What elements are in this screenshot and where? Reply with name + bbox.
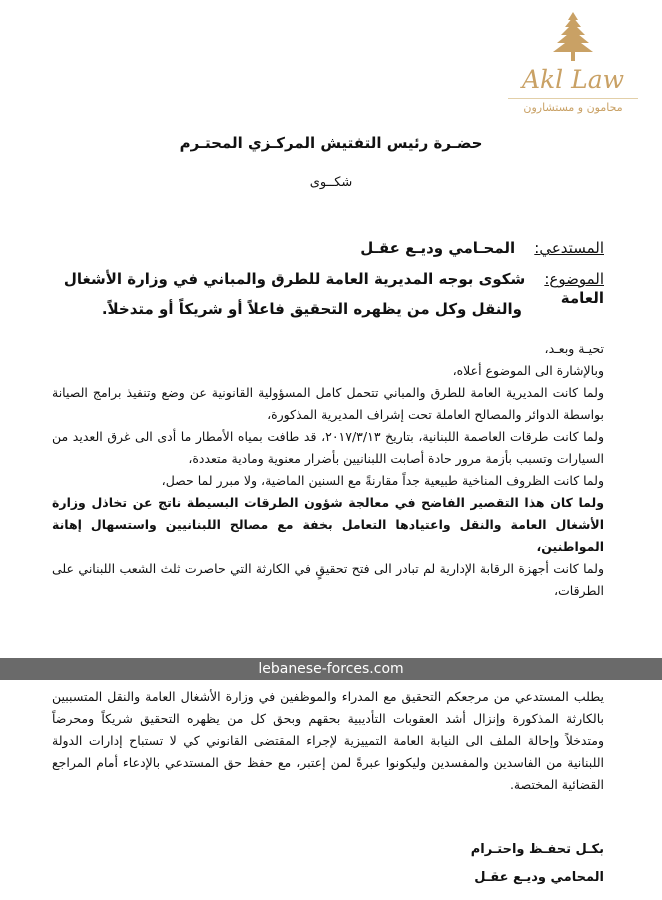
closing-salutation: بكـل تحفـظ واحتـرام [470, 842, 604, 857]
subject-label: الموضوع: [544, 270, 604, 288]
subject-line-1: شكوى بوجه المديرية العامة للطرق والمباني في وزارة الأشغال العامة [63, 270, 604, 307]
paragraph-responsibility: ولما كانت المديرية العامة للطرق والمباني تتحمل كامل المسؤولية القانونية عن وضع وتنفيذ برامج الصيانة بواسطة الدوائر والمصالح العاملة تحت إشراف المديرية المذكورة، [52, 385, 604, 422]
request-paragraph [52, 686, 604, 796]
signature: المحامي وديـع عقـل [474, 870, 604, 885]
complainant-name: المحـامي وديـع عقـل [360, 239, 516, 257]
subject-line-2: والنقل وكل من يظهره التحقيق فاعلاً أو شريكاً أو متدخلاً. [101, 300, 522, 318]
greeting: تحيـة وبعـد، [544, 341, 604, 356]
cedar-tree-icon [550, 10, 596, 64]
request-text: يطلب المستدعي من مرجعكم التحقيق مع المدراء والموظفين في وزارة الأشغال العامة والنقل المتسببين بالكارثة المذكورة وإنزال أشد العقوبات التأديبية بحقهم وبحق كل من يظهره التحقيق شريكاً ومحرضاً ومتدخلاً وإحالة الملف الى النيابة العامة التمييزية لإجراء المقتضى القانوني كي لا تستباح إدارات الدولة اللبنانية من الفاسدين والمفسدين وليكونوا عبرةً لمن إعتبر، مع حفظ حق المستدعي بالإدعاء أمام المراجع القضائية المختصة. [52, 689, 604, 792]
paragraph-reference: وبالإشارة الى الموضوع أعلاه، [452, 363, 604, 378]
logo-subtitle: محامون و مستشارون [508, 98, 638, 115]
complainant-row [50, 238, 604, 257]
akl-law-logo [498, 10, 648, 115]
complainant-label: المستدعي: [534, 239, 604, 257]
recipient-heading: حضـرة رئيس التفتيش المركـزي المحتـرم [179, 134, 483, 152]
paragraph-oversight: ولما كانت أجهزة الرقابة الإدارية لم تبادر الى فتح تحقيقٍ في الكارثة التي حاصرت ثلث الشعب اللبناني على الطرقات، [52, 561, 604, 598]
complaint-body [52, 338, 604, 602]
paragraph-negligence: ولما كان هذا التقصير الفاضح في معالجة شؤون الطرقات البسيطة ناتج عن تخاذل وزارة الأشغال العامة والنقل واعتيادها التعامل بخفة مع مصالح اللبنانيين واستسهال إهانة المواطنين، [52, 495, 604, 554]
logo-name: Akl Law [521, 65, 625, 94]
paragraph-weather: ولما كانت الظروف المناخية طبيعية جداً مقارنةً مع السنين الماضية، ولا مبرر لما حصل، [161, 473, 604, 488]
paragraph-flooding: ولما كانت طرقات العاصمة اللبنانية، بتاريخ ٢٠١٧/٣/١٣، قد طافت بمياه الأمطار ما أدى الى غرق العديد من السيارات وتسبب بأزمة مرور حادة أصابت اللبنانيين بأضرار معنوية ومادية متعددة، [52, 429, 604, 466]
document-type: شكــوى [309, 175, 353, 190]
source-watermark: lebanese-forces.com [0, 658, 662, 680]
